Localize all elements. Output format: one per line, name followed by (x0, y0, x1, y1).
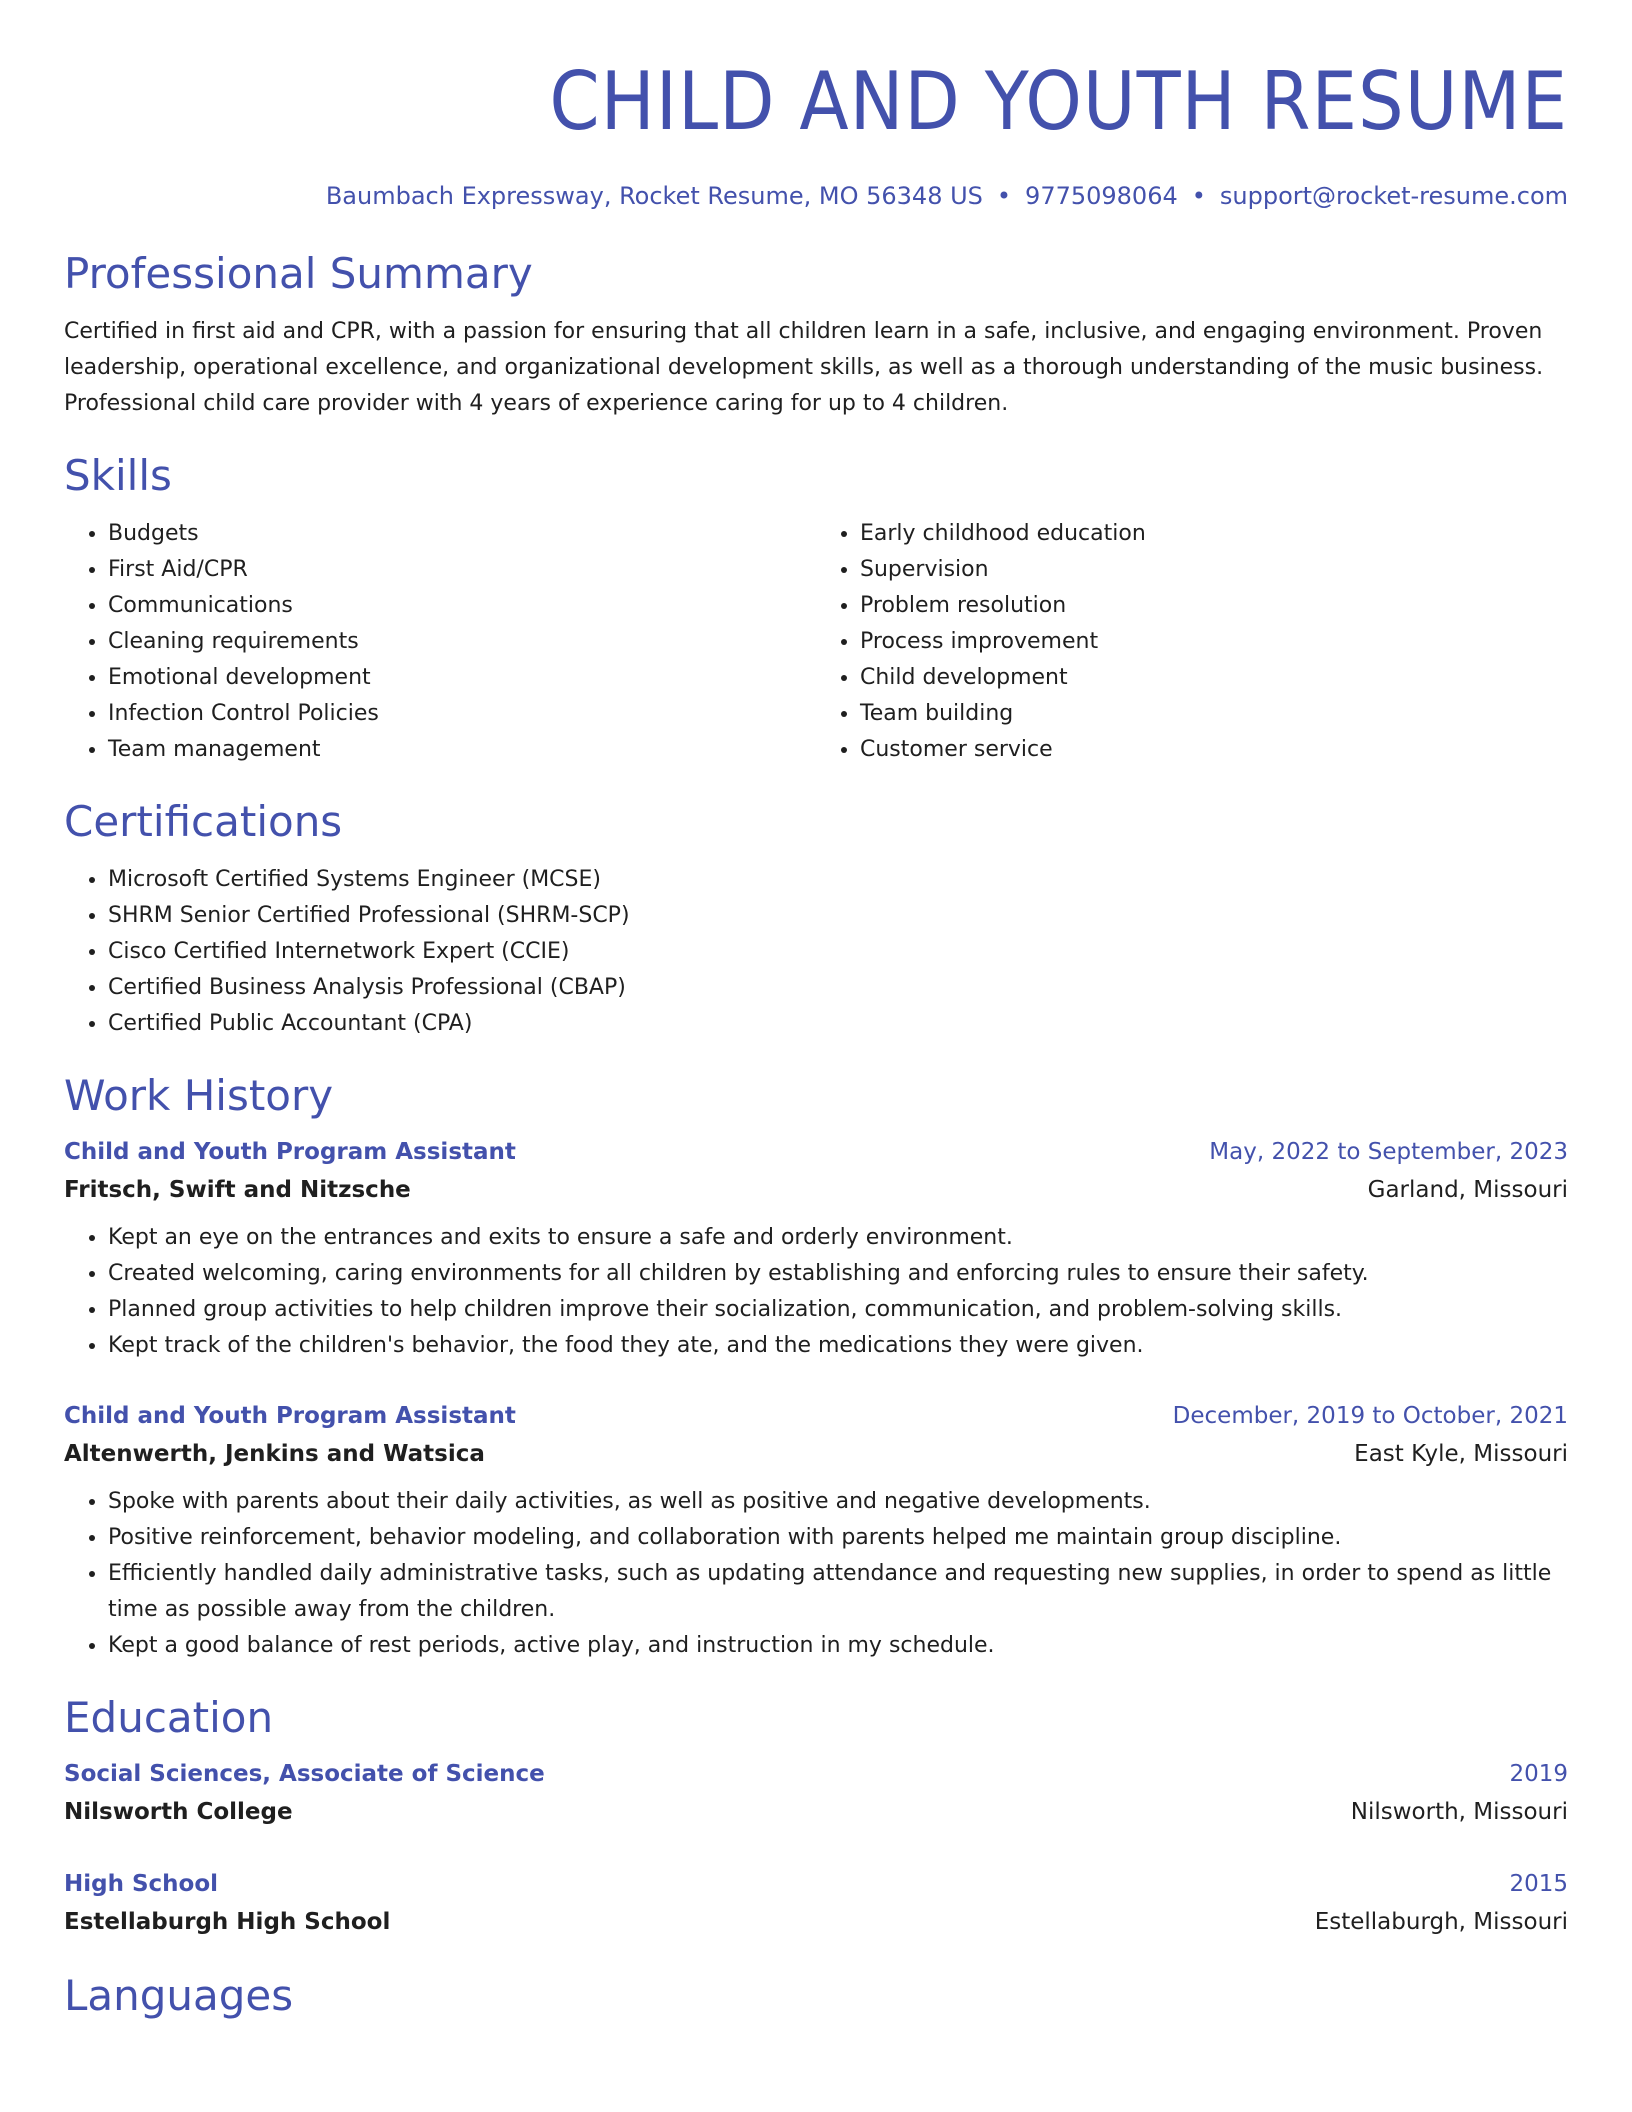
job-company: Fritsch, Swift and Nitzsche (64, 1177, 411, 1203)
certification-item: • Cisco Certified Internetwork Expert (CCIE) (108, 934, 1568, 970)
job-title: Child and Youth Program Assistant (64, 1403, 516, 1429)
skill-item: • Child development (860, 660, 1568, 696)
work-history-heading: Work History (64, 1071, 334, 1120)
skill-item: • Budgets (108, 516, 816, 552)
certification-item: • Microsoft Certified Systems Engineer (MCSE) (108, 862, 1568, 898)
skill-item: • Problem resolution (860, 588, 1568, 624)
skill-item: • First Aid/CPR (108, 552, 816, 588)
job-bullet: • Kept an eye on the entrances and exits to ensure a safe and orderly environment. (108, 1220, 1568, 1256)
school-location: Estellaburgh, Missouri (1314, 1909, 1568, 1935)
degree-title: High School (64, 1871, 219, 1897)
job-bullet: • Kept a good balance of rest periods, active play, and instruction in my schedule. (108, 1628, 1568, 1664)
education-section (64, 1692, 1568, 1942)
education-year: 2015 (1509, 1871, 1568, 1897)
skill-item: • Supervision (860, 552, 1568, 588)
job-bullet: • Created welcoming, caring environments for all children by establishing and enforcing rules to ensure their safety. (108, 1256, 1568, 1292)
contact-address: Baumbach Expressway, Rocket Resume, MO 56348 US (325, 182, 983, 210)
job-title: Child and Youth Program Assistant (64, 1139, 516, 1165)
job-dates: December, 2019 to October, 2021 (1172, 1403, 1568, 1429)
education-entry (64, 1756, 1568, 1832)
job-company: Altenwerth, Jenkins and Watsica (64, 1441, 485, 1467)
skill-item: • Team building (860, 696, 1568, 732)
skills-section (64, 450, 1568, 768)
summary-heading: Professional Summary (64, 249, 533, 298)
skill-item: • Process improvement (860, 624, 1568, 660)
skills-list-left (64, 516, 816, 768)
job-entry (64, 1398, 1568, 1664)
job-bullet: • Planned group activities to help children improve their socialization, communication, and problem-solving skills. (108, 1292, 1568, 1328)
education-year: 2019 (1509, 1761, 1568, 1787)
job-bullet: • Efficiently handled daily administrative tasks, such as updating attendance and requesting new supplies, in order to spend as little time as possible away from the children. (108, 1556, 1568, 1628)
job-bullet: • Kept track of the children's behavior, the food they ate, and the medications they were given. (108, 1328, 1568, 1364)
school-name: Estellaburgh High School (64, 1909, 391, 1935)
languages-heading: Languages (64, 1971, 294, 2020)
skills-list-right (816, 516, 1568, 768)
skill-item: • Team management (108, 732, 816, 768)
certification-item: • Certified Public Accountant (CPA) (108, 1006, 1568, 1042)
skill-item: • Cleaning requirements (108, 624, 816, 660)
skills-heading: Skills (64, 451, 172, 500)
resume-page (64, 0, 1568, 2022)
certifications-section (64, 796, 1568, 1042)
job-bullet: • Positive reinforcement, behavior modeling, and collaboration with parents helped me maintain group discipline. (108, 1520, 1568, 1556)
certification-item: • SHRM Senior Certified Professional (SHRM-SCP) (108, 898, 1568, 934)
job-dates: May, 2022 to September, 2023 (1209, 1139, 1568, 1165)
skill-item: • Emotional development (108, 660, 816, 696)
contact-line (64, 180, 1568, 212)
work-history-section (64, 1070, 1568, 1664)
job-bullets (64, 1220, 1568, 1364)
contact-separator: • (1191, 182, 1206, 210)
skill-item: • Infection Control Policies (108, 696, 816, 732)
contact-separator: • (996, 182, 1012, 210)
summary-section (64, 248, 1568, 422)
certifications-heading: Certifications (64, 797, 343, 846)
resume-title: CHILD AND YOUTH RESUME (549, 55, 1568, 148)
skill-item: • Customer service (860, 732, 1568, 768)
education-entry (64, 1866, 1568, 1942)
job-entry (64, 1134, 1568, 1364)
contact-email[interactable]: support@rocket-resume.com (1219, 182, 1568, 210)
job-location: Garland, Missouri (1367, 1177, 1568, 1203)
degree-title: Social Sciences, Associate of Science (64, 1761, 545, 1787)
job-bullets (64, 1484, 1568, 1664)
languages-section (64, 1970, 1568, 2022)
skill-item: • Early childhood education (860, 516, 1568, 552)
certification-item: • Certified Business Analysis Professional (CBAP) (108, 970, 1568, 1006)
certifications-list (64, 862, 1568, 1042)
job-location: East Kyle, Missouri (1354, 1441, 1568, 1467)
summary-text: Certified in first aid and CPR, with a passion for ensuring that all children learn in a safe, inclusive, and engaging environment. Proven leadership, operational excellence, and organizational development skills, as well as a thorough understanding of the music business. Professional child care provider with 4 years of experience caring for up to 4 children. (64, 319, 1544, 416)
school-name: Nilsworth College (64, 1799, 293, 1825)
job-bullet: • Spoke with parents about their daily activities, as well as positive and negative developments. (108, 1484, 1568, 1520)
skill-item: • Communications (108, 588, 816, 624)
contact-phone: 9775098064 (1025, 182, 1178, 210)
school-location: Nilsworth, Missouri (1350, 1799, 1568, 1825)
education-heading: Education (64, 1693, 274, 1742)
